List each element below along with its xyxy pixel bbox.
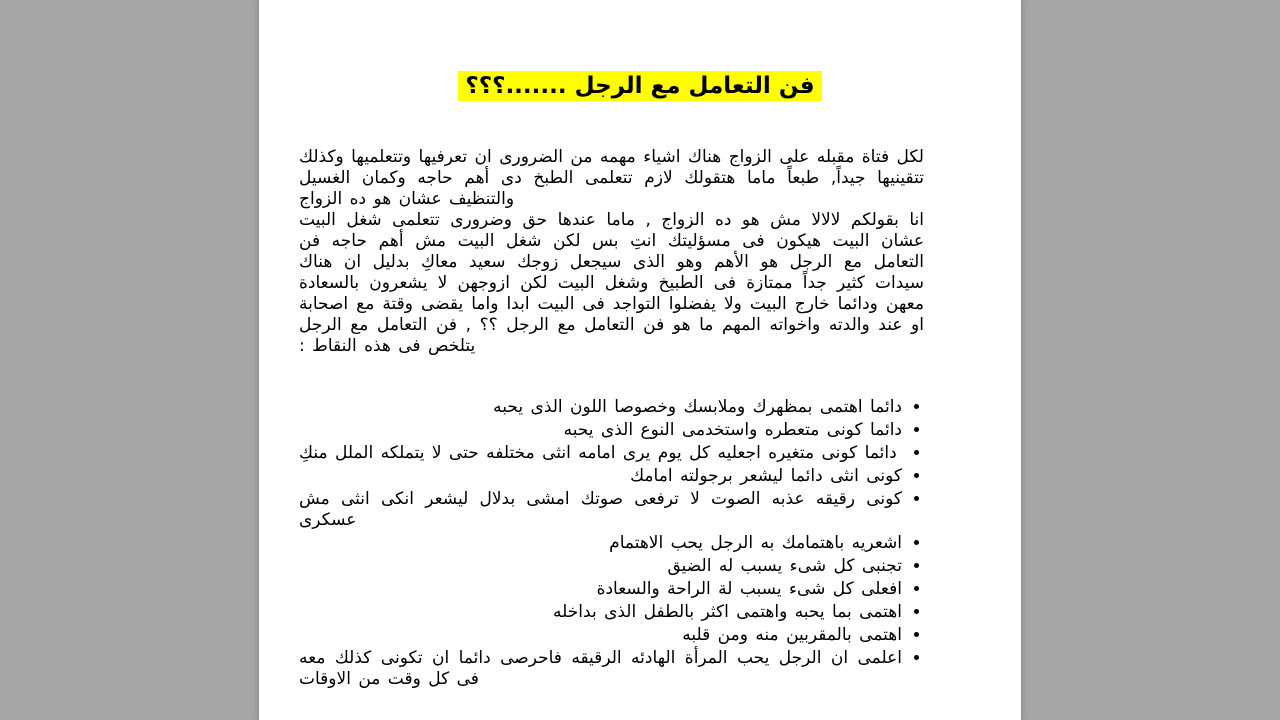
list-item: • اشعريه باهتمامك به الرجل يحب الاهتمام	[299, 533, 902, 554]
list-item: • كونى انثى دائما ليشعر برجولته امامك	[299, 466, 902, 487]
list-item: • اهتمى بما يحبه واهتمى اكثر بالطفل الذى بداخله	[299, 602, 902, 623]
page-title: فن التعامل مع الرجل .......؟؟؟	[458, 71, 821, 101]
list-item: • دائما اهتمى بمظهرك وملابسك وخصوصا اللون الذى يحبه	[299, 397, 902, 418]
list-item: • كونى رقيقه عذبه الصوت لا ترفعى صوتك امشى بدلال ليشعر انكى انثى مش عسكرى	[299, 489, 902, 531]
list-item: • دائما كونى متغيره اجعليه كل يوم يرى امامه انثى مختلفه حتى لا يتملكه الملل منكِ	[299, 443, 902, 464]
document-body	[259, 101, 1021, 690]
title-row	[259, 71, 1021, 101]
list-item-clipped: • اعلمى ان الرجل يحب المرأة الهادئه الرقيقه فاحرصى دائما ان تكونى كذلك معه فى كل وقت من الاوقات	[299, 648, 902, 690]
list-item: • افعلى كل شىء يسبب لة الراحة والسعادة	[299, 579, 902, 600]
paragraph-intro: لكل فتاة مقبله على الزواج هناك اشياء مهمه من الضرورى ان تعرفيها وتتعلميها وكذلك تتقينيها جيداً, طبعاً ماما هتقولك لازم تتعلمى الطبخ دى أهم حاجه وكمان الغسيل والتنظيف عشان هو ده الزواج	[299, 147, 924, 209]
document-page[interactable]	[259, 0, 1021, 720]
list-item: • تجنبى كل شىء يسبب له الضيق	[299, 556, 902, 577]
paragraph-main: انا بقولكم لالالا مش هو ده الزواج , ماما عندها حق وضرورى تتعلمى شغل البيت عشان البيت هيكون فى مسؤليتك انتِ بس لكن شغل البيت مش أهم حاجه فن التعامل مع الرجل هو الأهم وهو الذى سيجعل زوجك سعيد معاكِ بدليل ان هناك سيدات كثير جداً ممتازة فى الطبيخ وشغل البيت لكن ازوجهن لا يشعرون بالسعادة معهن ودائما خارج البيت ولا يفضلوا التواجد فى البيت ابدا واما يقضى وقتة مع اصحابة او عند والدته واخواته المهم ما هو فن التعامل مع الرجل ؟؟ , فن التعامل مع الرجل يتلخص فى هذه النقاط :	[299, 210, 924, 356]
list-item: • دائما كونى متعطره واستخدمى النوع الذى يحبه	[299, 420, 902, 441]
list-item: • اهتمى بالمقربين منه ومن قلبه	[299, 625, 902, 646]
bullet-list	[299, 397, 924, 690]
